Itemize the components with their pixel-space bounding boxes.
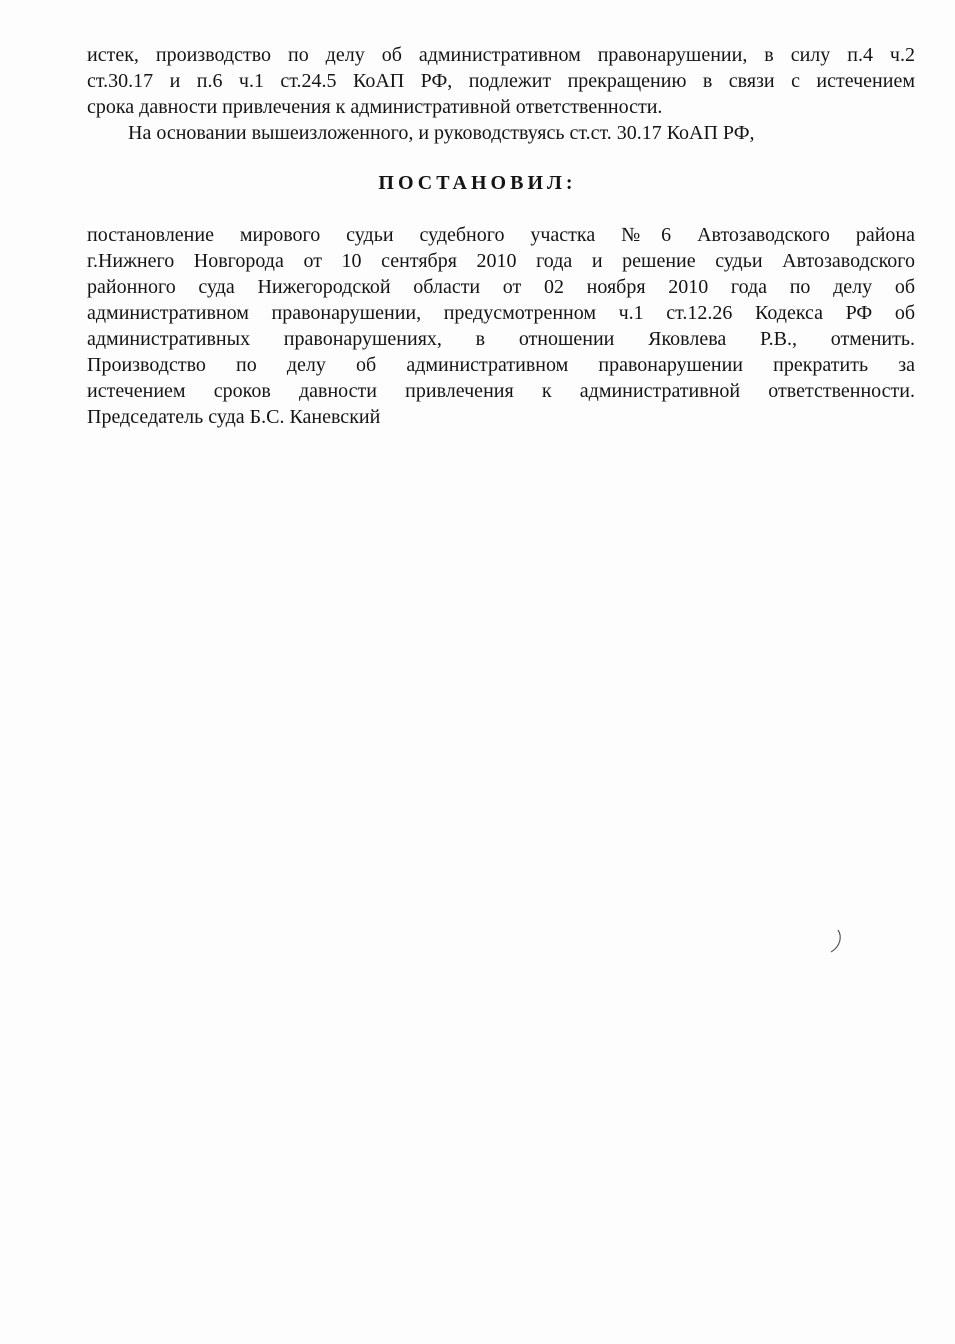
text-line: истек, производство по делу об административном правонарушении, в силу п.4 ч.2 [87,44,915,66]
text-line: постановление мирового судьи судебного участка №6 Автозаводского района [87,224,915,246]
section-heading: ПОСТАНОВИЛ: [378,172,577,194]
signature-line: Председатель суда Б.С. Каневский [87,406,381,428]
pen-mark-icon [828,928,848,956]
text-line: ст.30.17 и п.6 ч.1 ст.24.5 КоАП РФ, подлежит прекращению в связи с истечением [87,70,915,92]
text-line: административном правонарушении, предусмотренном ч.1 ст.12.26 Кодекса РФ об [87,302,915,324]
text-line: истечением сроков давности привлечения к административной ответственности. [87,380,915,402]
resolution-paragraph [87,222,915,430]
text-line: Производство по делу об административном правонарушении прекратить за [87,354,915,376]
paragraph-continuation [87,42,915,146]
text-line: административных правонарушениях, в отношении Яковлева Р.В., отменить. [87,328,915,350]
text-line: районного суда Нижегородской области от 02 ноября 2010 года по делу об [87,276,915,298]
text-line: г.Нижнего Новгорода от 10 сентября 2010 года и решение судьи Автозаводского [87,250,915,272]
text-line: На основании вышеизложенного, и руководствуясь ст.ст. 30.17 КоАП РФ, [128,122,755,144]
text-line: срока давности привлечения к административной ответственности. [87,96,663,118]
